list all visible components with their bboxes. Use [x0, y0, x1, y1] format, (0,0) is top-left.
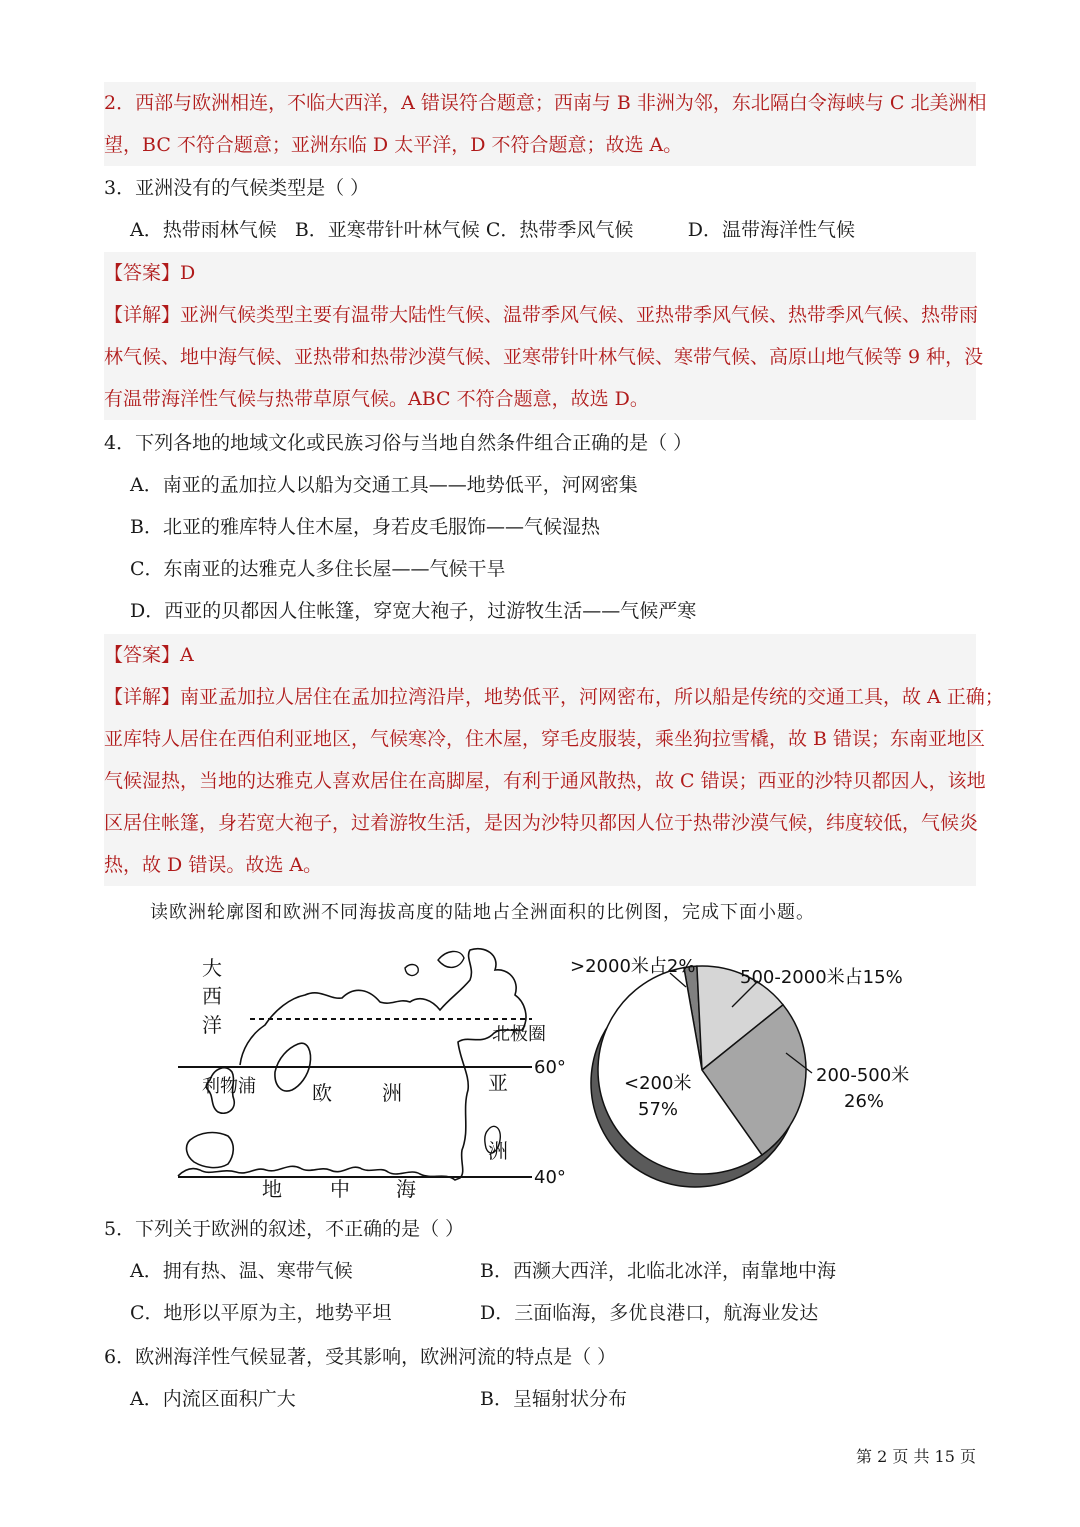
q4-answer-block	[104, 634, 1004, 886]
q5-option-b: B．西濒大西洋，北临北冰洋，南靠地中海	[480, 1260, 836, 1282]
label-zhong: 中	[330, 1177, 350, 1201]
label-zhou-2: 洲	[488, 1139, 508, 1163]
label-atlantic-1: 大	[202, 956, 222, 980]
label-atlantic-3: 洋	[202, 1013, 222, 1037]
question-4	[104, 422, 976, 632]
q4-explain-line-3: 气候湿热，当地的达雅克人喜欢居住在高脚屋，有利于通风散热，故 C 错误；西亚的沙特贝都因人，该地	[104, 770, 986, 792]
label-ya: 亚	[488, 1071, 508, 1095]
q4-explain-line-4: 区居住帐篷，身若宽大袍子，过着游牧生活，是因为沙特贝都因人位于热带沙漠气候，纬度较低，气候炎	[104, 812, 979, 834]
q3-explain-line-3: 有温带海洋性气候与热带草原气候。ABC 不符合题意，故选 D。	[104, 388, 649, 410]
pie-label-500-2000: 500-2000米占15%	[740, 967, 903, 988]
q4-explain-line-1: 【详解】南亚孟加拉人居住在孟加拉湾沿岸，地势低平，河网密布，所以船是传统的交通工具，故 A 正确；	[104, 686, 1004, 708]
q4-option-d: D．西亚的贝都因人住帐篷，穿宽大袍子，过游牧生活——气候严寒	[130, 600, 697, 622]
q5-option-c: C．地形以平原为主，地势平坦	[130, 1302, 392, 1324]
q4-option-b: B．北亚的雅库特人住木屋，身若皮毛服饰——气候湿热	[130, 516, 600, 538]
pie-label-lt200: <200米	[624, 1073, 692, 1094]
pie-label-200-500: 200-500米	[816, 1065, 910, 1086]
europe-coastline	[178, 949, 526, 1180]
q3-explain-line-1: 【详解】亚洲气候类型主要有温带大陆性气候、温带季风气候、亚热带季风气候、热带季风气候、热带雨	[104, 304, 979, 326]
q4-option-c: C．东南亚的达雅克人多住长屋——气候干旱	[130, 558, 506, 580]
question-3	[104, 167, 976, 251]
q4-explain-line-5: 热，故 D 错误。故选 A。	[104, 854, 323, 876]
label-arctic-circle: 北极圈	[492, 1024, 546, 1045]
figure-caption: 读欧洲轮廓图和欧洲不同海拔高度的陆地占全洲面积的比例图，完成下面小题。	[150, 902, 815, 923]
q4-explain-line-2: 亚库特人居住在西伯利亚地区，气候寒冷，住木屋，穿毛皮服装，乘坐狗拉雪橇，故 B 错误；东南亚地区	[104, 728, 986, 750]
question-5	[104, 1208, 976, 1334]
arctic-islands	[405, 951, 464, 975]
q3-explain-line-2: 林气候、地中海气候、亚热带和热带沙漠气候、亚寒带针叶林气候、寒带气候、高原山地气候等 9 种，没	[104, 346, 984, 368]
europe-outline-map	[170, 940, 570, 1210]
label-zhou-1: 洲	[382, 1081, 402, 1105]
q4-stem: 4．下列各地的地域文化或民族习俗与当地自然条件组合正确的是（ ）	[104, 432, 693, 454]
q5-option-a: A．拥有热、温、寒带气候	[130, 1260, 353, 1282]
question-6	[104, 1336, 976, 1420]
q6-option-a: A．内流区面积广大	[130, 1388, 296, 1410]
q6-stem: 6．欧洲海洋性气候显著，受其影响，欧洲河流的特点是（ ）	[104, 1346, 617, 1368]
q2-explain-line-1: 2．西部与欧洲相连，不临大西洋，A 错误符合题意；西南与 B 非洲为邻，东北隔白令海峡与 C 北美洲相	[104, 92, 987, 114]
q2-explain-line-2: 望，BC 不符合题意；亚洲东临 D 太平洋，D 不符合题意；故选 A。	[104, 134, 683, 156]
elevation-pie-chart	[560, 945, 930, 1190]
q3-answer-block	[104, 252, 984, 420]
q5-stem: 5．下列关于欧洲的叙述，不正确的是（ ）	[104, 1218, 465, 1240]
q4-answer: 【答案】A	[104, 644, 194, 666]
q6-option-b: B．呈辐射状分布	[480, 1388, 627, 1410]
q2-explanation	[104, 82, 987, 166]
label-lat-40: 40°	[534, 1167, 566, 1188]
q3-answer: 【答案】D	[104, 262, 196, 284]
label-atlantic-2: 西	[202, 984, 222, 1008]
q3-options: A．热带雨林气候 B．亚寒带针叶林气候 C．热带季风气候 D．温带海洋性气候	[130, 219, 855, 241]
pie-label-lt200-pct: 57%	[638, 1099, 679, 1120]
q5-option-d: D．三面临海，多优良港口，航海业发达	[480, 1302, 819, 1324]
label-ou: 欧	[312, 1081, 332, 1105]
page-footer: 第 2 页 共 15 页	[856, 1447, 976, 1466]
label-hai: 海	[396, 1177, 416, 1201]
label-liverpool: 利物浦	[202, 1076, 256, 1097]
label-lat-60: 60°	[534, 1057, 566, 1078]
q4-option-a: A．南亚的孟加拉人以船为交通工具——地势低平，河网密集	[130, 474, 638, 496]
pie-label-2000: >2000米占2%	[570, 956, 696, 977]
q3-stem: 3．亚洲没有的气候类型是（ ）	[104, 177, 370, 199]
iberia-outline	[187, 1133, 234, 1168]
label-di: 地	[262, 1177, 282, 1201]
pie-label-200-500-pct: 26%	[844, 1091, 885, 1112]
